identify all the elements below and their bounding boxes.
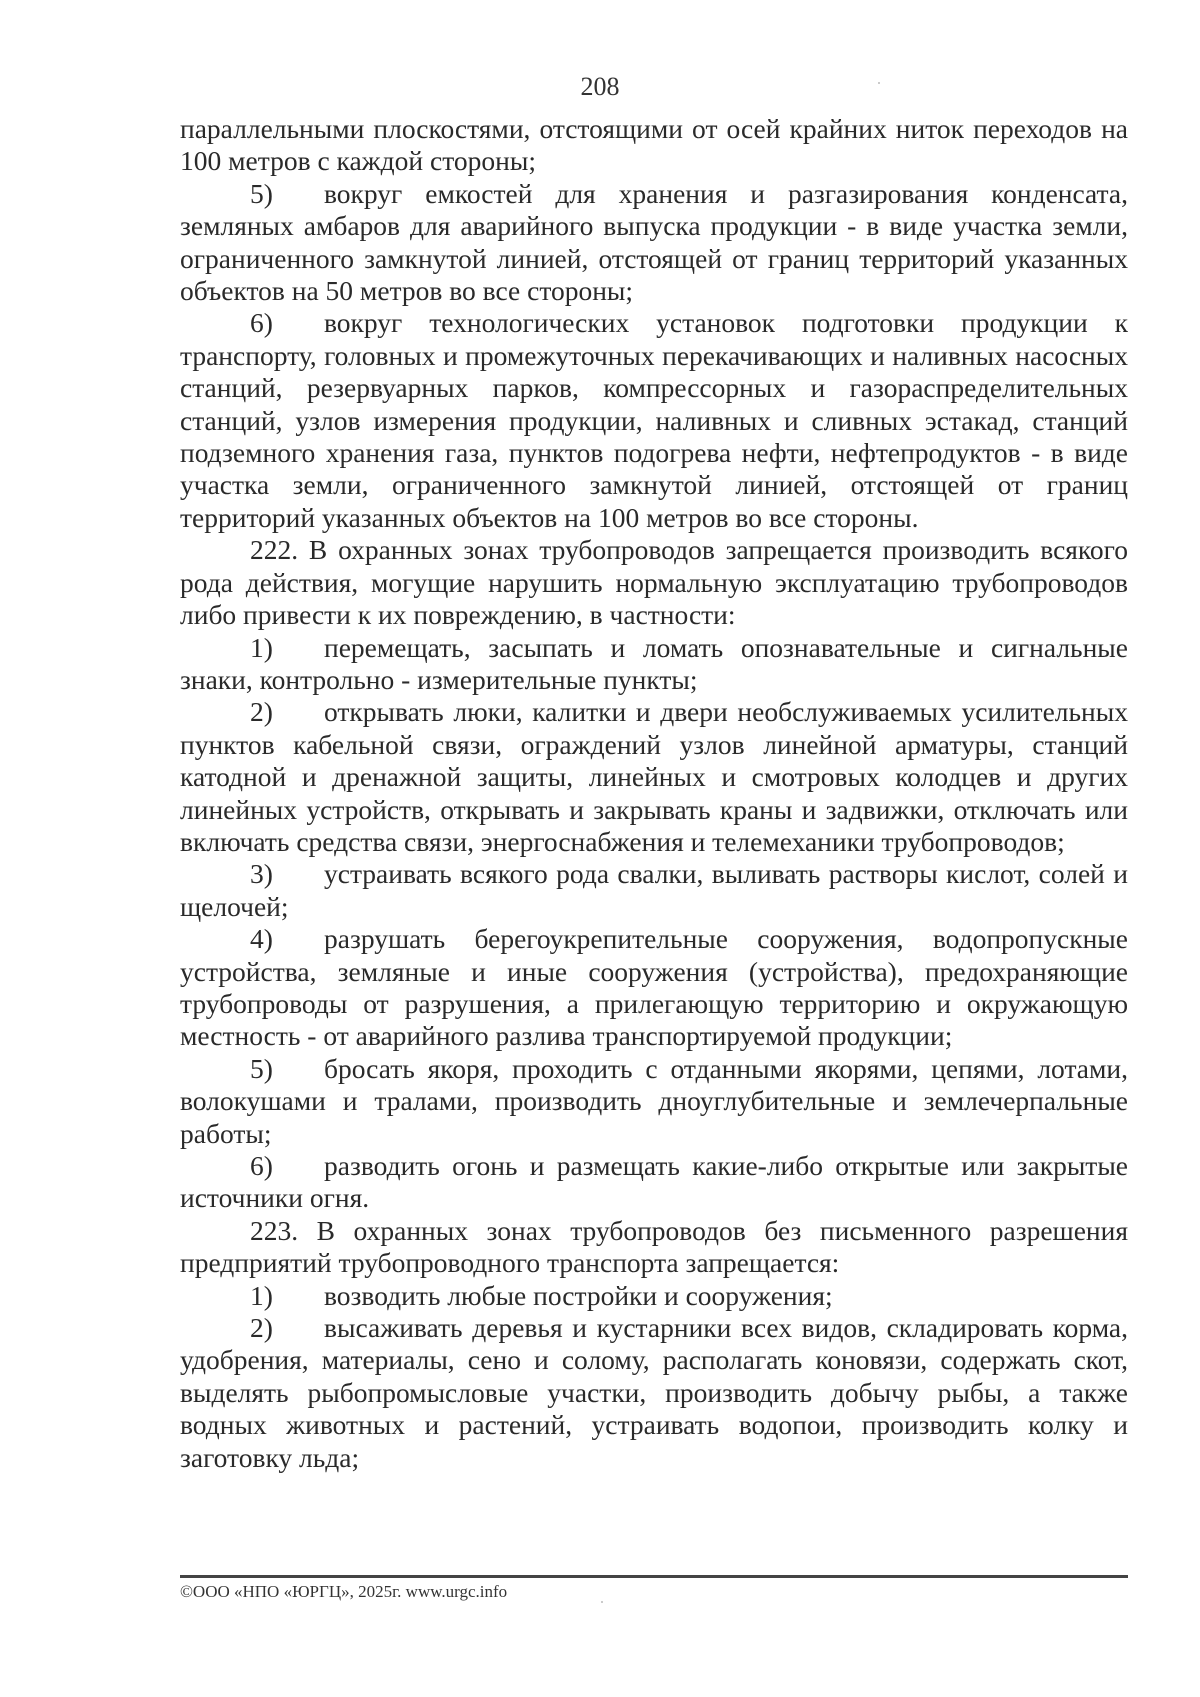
list-item (180, 1150, 1128, 1215)
list-item (180, 1312, 1128, 1474)
list-item-text: бросать якоря, проходить с отданными якорями, цепями, лотами, волокушами и тралами, производить дноуглубительные и землечерпальные работы; (180, 1052, 1128, 1149)
list-item (180, 1280, 1128, 1312)
list-item-number: 1) (250, 1279, 273, 1311)
clause-223 (180, 1215, 1128, 1280)
footer-copyright: ©ООО «НПО «ЮРГЦ», 2025г. www.urgc.info (180, 1582, 508, 1601)
clause-222 (180, 534, 1128, 631)
paragraph-text: 222. В охранных зонах трубопроводов запрещается производить всякого рода действия, могущие нарушить нормальную эксплуатацию трубопроводов либо привести к их повреждению, в частности: (180, 534, 1128, 631)
list-item-text: высаживать деревья и кустарники всех видов, складировать корма, удобрения, материалы, сено и солому, располагать коновязи, содержать скот, выделять рыбопромысловые участки, производить добычу рыбы, а также водных животных и растений, устраивать водопои, производить колку и заготовку льда; (180, 1312, 1128, 1473)
list-item-number: 6) (250, 1150, 273, 1181)
list-item (180, 632, 1128, 697)
list-item-text: перемещать, засыпать и ломать опознавательные и сигнальные знаки, контрольно - измерительные пункты; (180, 631, 1128, 695)
list-item-number: 6) (250, 307, 273, 339)
list-item-text: вокруг технологических установок подготовки продукции к транспорту, головных и промежуточных перекачивающих и наливных насосных станций, резервуарных парков, компрессорных и газораспределительных станций, узлов измерения продукции, наливных и сливных эстакад, станций подземного хранения газа, пунктов подогрева нефти, нефтепродуктов - в виде участка земли, ограниченного замкнутой линией, отстоящей от границ территорий указанных объектов на 100 метров во все стороны. (180, 307, 1128, 533)
scan-speck (878, 82, 880, 84)
list-item (180, 858, 1128, 923)
list-item-number: 2) (250, 1312, 273, 1344)
footer-divider (180, 1575, 1128, 1578)
list-item-text: устраивать всякого рода свалки, выливать растворы кислот, солей и щелочей; (180, 858, 1128, 922)
list-item-number: 5) (250, 1052, 273, 1084)
list-item-text: возводить любые постройки и сооружения; (324, 1279, 833, 1311)
list-item-number: 5) (250, 177, 273, 209)
list-item-number: 3) (250, 858, 273, 890)
list-item-number: 4) (250, 923, 273, 955)
paragraph-text: параллельными плоскостями, отстоящими от осей крайних ниток переходов на 100 метров с каждой стороны; (180, 113, 1128, 177)
list-item-text: разрушать берегоукрепительные сооружения, водопропускные устройства, земляные и иные сооружения (устройства), предохраняющие трубопроводы от разрушения, а прилегающую территорию и окружающую местность - от аварийного разлива транспортируемой продукции; (180, 923, 1128, 1052)
paragraph-text: 223. В охранных зонах трубопроводов без письменного разрешения предприятий трубопроводного транспорта запрещается: (180, 1214, 1128, 1279)
list-item (180, 696, 1128, 858)
list-item (180, 923, 1128, 1053)
scan-speck (601, 1601, 603, 1603)
list-item (180, 307, 1128, 534)
list-item-number: 2) (250, 696, 273, 728)
list-item (180, 1053, 1128, 1150)
list-item-text: открывать люки, калитки и двери необслуживаемых усилительных пунктов кабельной связи, ограждений узлов линейной арматуры, станций катодной и дренажной защиты, линейных и смотровых колодцев и других линейных устройств, открывать и закрывать краны и задвижки, отключать или включать средства связи, энергоснабжения и телемеханики трубопроводов; (180, 696, 1128, 857)
list-item-number: 1) (250, 631, 273, 663)
paragraph-continuation (180, 113, 1128, 178)
document-body (180, 113, 1128, 1474)
list-item (180, 178, 1128, 308)
list-item-text: разводить огонь и размещать какие-либо открытые или закрытые источники огня. (180, 1150, 1128, 1214)
page-number: 208 (580, 72, 620, 101)
list-item-text: вокруг емкостей для хранения и разгазирования конденсата, земляных амбаров для аварийного выпуска продукции - в виде участка земли, ограниченного замкнутой линией, отстоящей от границ территорий указанных объектов на 50 метров во все стороны; (180, 177, 1128, 307)
